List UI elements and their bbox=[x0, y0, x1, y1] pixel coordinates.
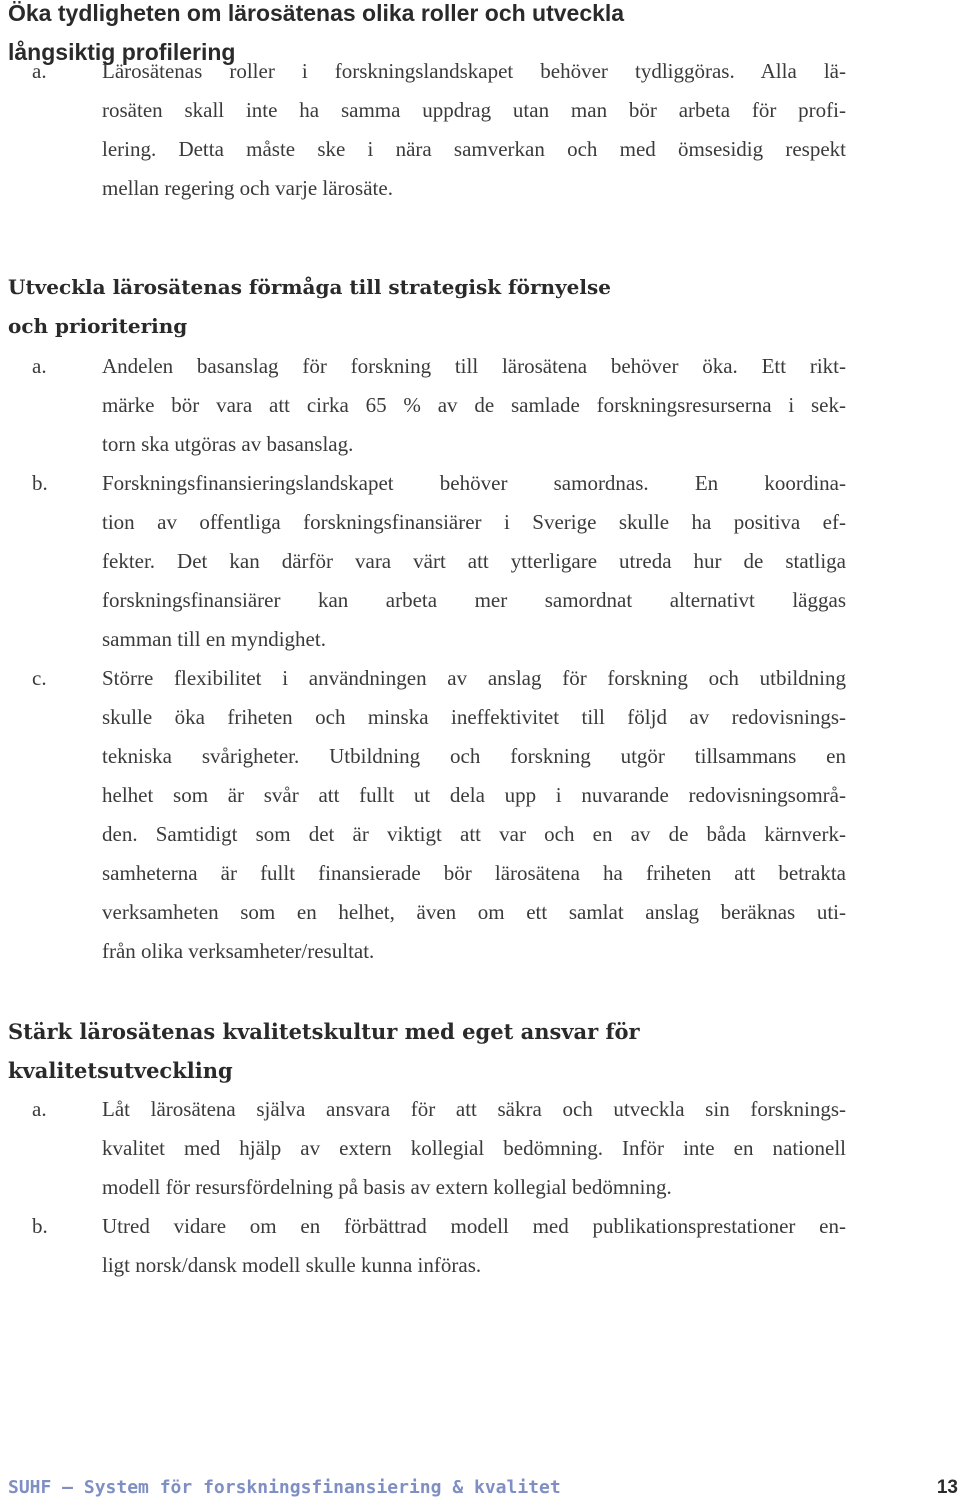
text-line: Större flexibilitet i användningen av anslag för forskning och utbildning bbox=[102, 666, 846, 690]
section-heading-kvalitetskultur bbox=[8, 1012, 908, 1090]
list-item-text bbox=[102, 347, 846, 464]
text-line: modell för resursfördelning på basis av extern kollegial bedömning. bbox=[102, 1175, 672, 1199]
text-line: ligt norsk/dansk modell skulle kunna införas. bbox=[102, 1253, 482, 1277]
heading-line: och prioritering bbox=[8, 314, 188, 338]
text-line: skulle öka friheten och minska ineffektivitet till följd av redovisnings- bbox=[102, 705, 846, 729]
text-line: den. Samtidigt som det är viktigt att var och en av de båda kärnverk- bbox=[102, 822, 846, 846]
list-marker: b. bbox=[32, 1214, 48, 1238]
heading-line: kvalitetsutveckling bbox=[8, 1058, 233, 1083]
list-item-text bbox=[102, 659, 846, 971]
text-line: torn ska utgöras av basanslag. bbox=[102, 432, 354, 456]
text-line: Andelen basanslag för forskning till lärosätena behöver öka. Ett rikt- bbox=[102, 354, 846, 378]
text-line: märke bör vara att cirka 65 % av de samlade forskningsresurserna i sek- bbox=[102, 393, 846, 417]
text-line: från olika verksamheter/resultat. bbox=[102, 939, 375, 963]
list-marker: b. bbox=[32, 471, 48, 495]
heading-line: långsiktig profilering bbox=[8, 39, 236, 65]
text-line: samman till en myndighet. bbox=[102, 627, 326, 651]
text-line: tekniska svårigheter. Utbildning och forskning utgör tillsammans en bbox=[102, 744, 846, 768]
list-item-text bbox=[102, 464, 846, 659]
text-line: Forskningsfinansieringslandskapet behöver samordnas. En koordina- bbox=[102, 471, 846, 495]
list-marker: a. bbox=[32, 1097, 47, 1121]
heading-line: Stärk lärosätenas kvalitetskultur med eget ansvar för bbox=[8, 1019, 640, 1044]
list-item-text bbox=[102, 52, 846, 208]
text-line: Utred vidare om en förbättrad modell med publikationsprestationer en- bbox=[102, 1214, 846, 1238]
text-line: forskningsfinansiärer kan arbeta mer samordnat alternativt läggas bbox=[102, 588, 846, 612]
text-line: Lärosätenas roller i forskningslandskapet behöver tydliggöras. Alla lä- bbox=[102, 59, 846, 83]
text-line: Låt lärosätena själva ansvara för att säkra och utveckla sin forsknings- bbox=[102, 1097, 846, 1121]
section-heading-strategisk-fornyelse bbox=[8, 268, 908, 346]
text-line: fekter. Det kan därför vara värt att ytterligare utreda hur de statliga bbox=[102, 549, 846, 573]
list-item-text bbox=[102, 1090, 846, 1207]
page-number: 13 bbox=[936, 1477, 958, 1498]
list-marker: a. bbox=[32, 354, 47, 378]
heading-line: Utveckla lärosätenas förmåga till strategisk förnyelse bbox=[8, 275, 611, 299]
list-marker: a. bbox=[32, 59, 47, 83]
heading-line: Öka tydligheten om lärosätenas olika roller och utveckla bbox=[8, 0, 625, 26]
text-line: verksamheten som en helhet, även om ett samlat anslag beräknas uti- bbox=[102, 900, 846, 924]
text-line: tion av offentliga forskningsfinansiärer i Sverige skulle ha positiva ef- bbox=[102, 510, 846, 534]
text-line: lering. Detta måste ske i nära samverkan och med ömsesidig respekt bbox=[102, 137, 846, 161]
text-line: kvalitet med hjälp av extern kollegial bedömning. Inför inte en nationell bbox=[102, 1136, 846, 1160]
text-line: samheterna är fullt finansierade bör lärosätena ha friheten att betrakta bbox=[102, 861, 846, 885]
text-line: rosäten skall inte ha samma uppdrag utan man bör arbeta för profi- bbox=[102, 98, 846, 122]
text-line: mellan regering och varje lärosäte. bbox=[102, 176, 393, 200]
text-line: helhet som är svår att fullt ut dela upp i nuvarande redovisningsområ- bbox=[102, 783, 846, 807]
list-marker: c. bbox=[32, 666, 47, 690]
footer-title: SUHF – System för forskningsfinansiering & kvalitet bbox=[8, 1477, 561, 1498]
list-item-text bbox=[102, 1207, 846, 1285]
